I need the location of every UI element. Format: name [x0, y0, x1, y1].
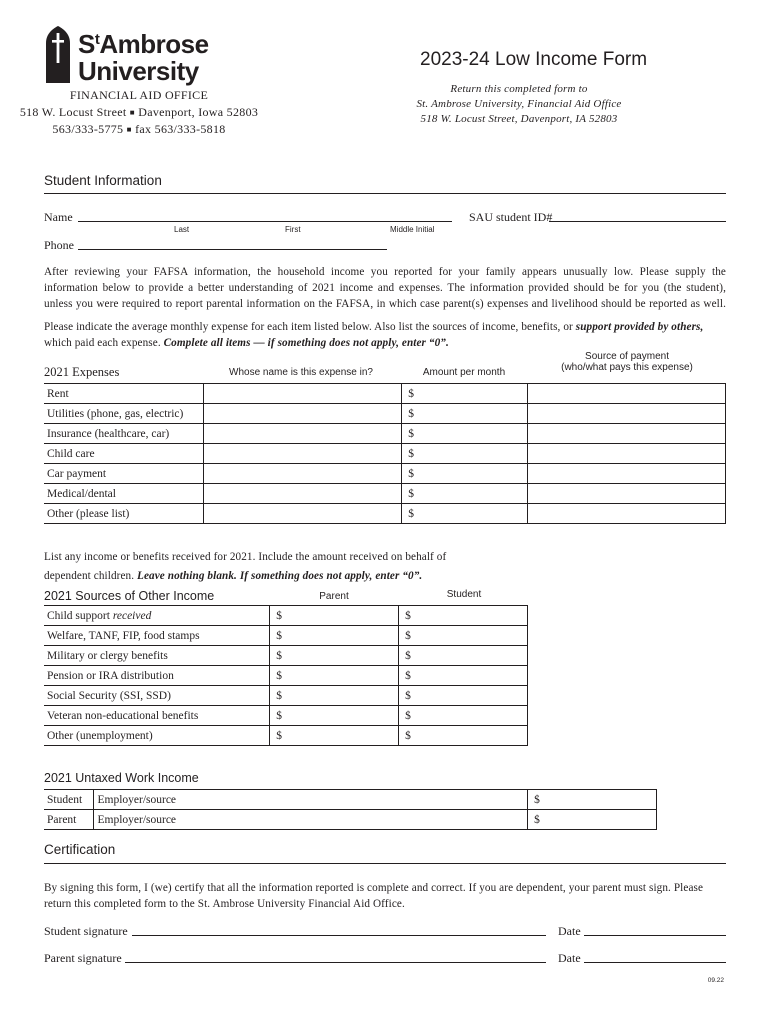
parent-amount-field[interactable] [270, 686, 399, 706]
table-row [44, 444, 726, 464]
parent-amount-field[interactable] [270, 706, 399, 726]
student-signature-field[interactable] [132, 925, 546, 936]
return-line-2: St. Ambrose University, Financial Aid Office [416, 98, 622, 110]
expense-label: Other (please list) [44, 504, 204, 524]
income-label: Military or clergy benefits [44, 646, 270, 666]
university-logo-mark-icon [44, 25, 72, 83]
expense-label: Rent [44, 384, 204, 404]
student-id-field[interactable] [549, 211, 726, 222]
expense-label: Utilities (phone, gas, electric) [44, 404, 204, 424]
first-name-label: First [285, 225, 301, 234]
income-label-emphasis: received [112, 609, 152, 622]
office-name: FINANCIAL AID OFFICE [69, 88, 209, 102]
table-row [44, 666, 528, 686]
income-label: Pension or IRA distribution [44, 666, 270, 686]
expense-source-field[interactable] [528, 384, 726, 404]
instructions-paragraph-1 [44, 264, 726, 312]
expense-whose-field[interactable] [204, 444, 402, 464]
table-row [44, 810, 657, 830]
parent-amount-field[interactable] [270, 666, 399, 686]
expense-amount-field[interactable] [402, 464, 528, 484]
office-street: 518 W. Locust Street [19, 105, 127, 119]
expense-whose-field[interactable] [204, 464, 402, 484]
expense-source-field[interactable] [528, 464, 726, 484]
revision-code: 09.22 [707, 977, 724, 984]
col-source-of-payment [528, 351, 726, 373]
table-row [44, 626, 528, 646]
untaxed-income-table [44, 789, 657, 830]
table-row [44, 384, 726, 404]
expense-whose-field[interactable] [204, 484, 402, 504]
parent-amount-field[interactable] [270, 726, 399, 746]
table-row [44, 706, 528, 726]
instr-line-3: unless you were required to report parental information on the FAFSA, in which case parent(s) expenses and livelihood should be reported as well. [44, 298, 726, 310]
expense-amount-field[interactable] [402, 484, 528, 504]
other-income-table [44, 605, 528, 746]
student-amount-field[interactable] [399, 646, 528, 666]
expense-amount-field[interactable] [402, 384, 528, 404]
expense-whose-field[interactable] [204, 384, 402, 404]
income-intro-line-2: dependent children. [44, 570, 135, 582]
col-amount-per-month: Amount per month [422, 367, 506, 378]
student-date-label: Date [558, 924, 581, 938]
col-source-line-2: (who/what pays this expense) [561, 362, 693, 373]
student-info-title: Student Information [44, 173, 162, 188]
certification-line-2: return this completed form to the St. Ambrose University Financial Aid Office. [44, 898, 405, 910]
instr-line-2: information below to provide a better understanding of 2021 income and expenses. The information provided should be for you (the student), [44, 282, 726, 294]
return-line-3: 518 W. Locust Street, Davenport, IA 52803 [420, 113, 618, 125]
student-amount-field[interactable] [399, 606, 528, 626]
section-rule [44, 863, 726, 864]
other-income-intro [44, 548, 726, 586]
student-amount-field[interactable] [399, 666, 528, 686]
phone-label: Phone [44, 238, 74, 252]
table-row [44, 464, 726, 484]
untaxed-who-label: Student [44, 790, 94, 810]
university-logo-text [78, 26, 209, 85]
table-row [44, 790, 657, 810]
logo-st: $S^t$ [78, 29, 100, 59]
expense-whose-field[interactable] [204, 424, 402, 444]
student-amount-field[interactable] [399, 626, 528, 646]
student-id-label: SAU student ID# [469, 210, 553, 224]
certification-line-1: By signing this form, I (we) certify that all the information reported is complete and correct. If you are dependent, your parent must sign. Please [44, 882, 704, 894]
expense-label: Child care [44, 444, 204, 464]
expense-source-field[interactable] [528, 504, 726, 524]
table-row [44, 424, 726, 444]
parent-amount-field[interactable] [270, 606, 399, 626]
instr-line-5: which paid each expense. [44, 337, 161, 349]
col-whose-name: Whose name is this expense in? [229, 367, 373, 378]
instr-line-1: After reviewing your FAFSA information, the household income you reported for your family appears unusually low. Please supply the [44, 266, 726, 278]
instr-line-4-emphasis: support provided by others, [575, 321, 704, 333]
form-title: 2023-24 Low Income Form [420, 49, 648, 70]
expense-amount-field[interactable] [402, 504, 528, 524]
logo-university: University [78, 56, 199, 86]
col-source-line-1: Source of payment [585, 351, 669, 362]
office-phone: 563/333-5775 [52, 122, 124, 136]
certification-text [44, 880, 726, 912]
expense-source-field[interactable] [528, 424, 726, 444]
income-label: Welfare, TANF, FIP, food stamps [44, 626, 270, 646]
expense-whose-field[interactable] [204, 504, 402, 524]
table-row [44, 606, 528, 626]
income-intro-line-1: List any income or benefits received for 2021. Include the amount received on behalf of [44, 551, 447, 563]
name-field[interactable] [78, 211, 452, 222]
student-date-field[interactable] [584, 925, 726, 936]
name-label: Name [44, 210, 73, 224]
middle-initial-label: Middle Initial [390, 225, 435, 234]
table-row [44, 484, 726, 504]
untaxed-amount-field[interactable] [528, 790, 657, 810]
office-address: 518 W. Locust Street ■ Davenport, Iowa 52803 [19, 105, 259, 119]
return-line-1: Return this completed form to [450, 83, 588, 95]
office-fax: fax 563/333-5818 [135, 122, 226, 136]
employer-source-field[interactable]: Employer/source [94, 790, 528, 810]
expense-whose-field[interactable] [204, 404, 402, 424]
office-city: Davenport, Iowa 52803 [138, 105, 259, 119]
col-student: Student [446, 589, 482, 600]
income-label-text: Child support [47, 609, 110, 622]
table-row [44, 726, 528, 746]
expenses-title: 2021 Expenses [44, 365, 120, 379]
parent-signature-field[interactable] [125, 952, 546, 963]
expense-label: Medical/dental [44, 484, 204, 504]
parent-amount-field[interactable] [270, 626, 399, 646]
expenses-table [44, 383, 726, 524]
expense-amount-field[interactable] [402, 424, 528, 444]
expense-source-field[interactable] [528, 484, 726, 504]
expense-label: Car payment [44, 464, 204, 484]
expense-source-field[interactable] [528, 404, 726, 424]
parent-amount-field[interactable] [270, 646, 399, 666]
employer-source-field[interactable]: Employer/source [94, 810, 528, 830]
income-label: Other (unemployment) [44, 726, 270, 746]
income-label: Social Security (SSI, SSD) [44, 686, 270, 706]
table-row [44, 646, 528, 666]
other-income-title: 2021 Sources of Other Income [44, 589, 215, 603]
income-label: Veteran non-educational benefits [44, 706, 270, 726]
instr-line-5-emphasis: Complete all items — if something does not apply, enter “0”. [163, 337, 449, 349]
income-label [44, 606, 270, 626]
student-amount-field[interactable] [399, 706, 528, 726]
student-signature-label: Student signature [44, 924, 128, 938]
expense-label: Insurance (healthcare, car) [44, 424, 204, 444]
expense-source-field[interactable] [528, 444, 726, 464]
student-amount-field[interactable] [399, 726, 528, 746]
parent-signature-label: Parent signature [44, 951, 122, 965]
table-row [44, 686, 528, 706]
table-row [44, 504, 726, 524]
untaxed-income-title: 2021 Untaxed Work Income [44, 771, 199, 785]
untaxed-who-label: Parent [44, 810, 94, 830]
expense-amount-field[interactable] [402, 404, 528, 424]
certification-title: Certification [44, 842, 116, 857]
instr-line-4: Please indicate the average monthly expense for each item listed below. Also list the sources of income, benefits, or [44, 321, 573, 333]
office-contact: 563/333-5775 ■ fax 563/333-5818 [52, 122, 226, 136]
table-row [44, 404, 726, 424]
col-parent: Parent [319, 591, 349, 602]
logo-ambrose: Ambrose [99, 29, 209, 59]
phone-field[interactable] [78, 239, 387, 250]
untaxed-amount-field[interactable] [528, 810, 657, 830]
instructions-paragraph-2 [44, 319, 726, 351]
section-rule [44, 193, 726, 194]
income-intro-line-2-emphasis: Leave nothing blank. If something does not apply, enter “0”. [137, 570, 423, 582]
parent-date-field[interactable] [584, 952, 726, 963]
student-amount-field[interactable] [399, 686, 528, 706]
last-name-label: Last [174, 225, 190, 234]
parent-date-label: Date [558, 951, 581, 965]
expense-amount-field[interactable] [402, 444, 528, 464]
